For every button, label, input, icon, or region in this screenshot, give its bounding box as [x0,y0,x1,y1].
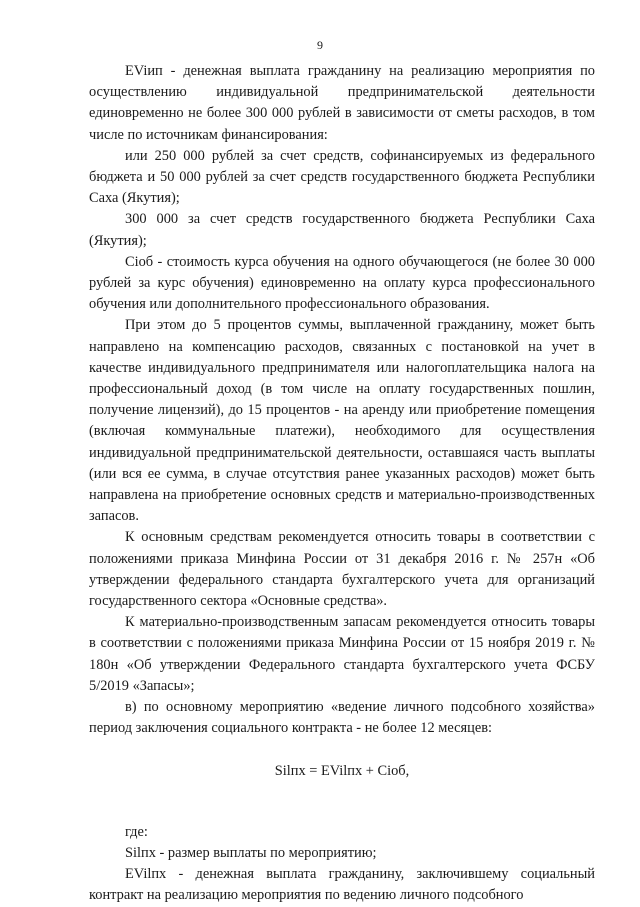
document-body [89,61,595,907]
paragraph-fixed-assets: К основным средствам рекомендуется относить товары в соответствии с положениями приказа Минфина России от 31 декабря 2016 г. № 257н «Об утверждении федерального стандарта бухгалтерского учета для организаций государственного сектора «Основные средства». [89,529,595,610]
paragraph-subsidiary-farming: в) по основному мероприятию «ведение личного подсобного хозяйства» период заключения социального контракта - не более 12 месяцев: [89,699,595,737]
paragraph-expense-allocation: При этом до 5 процентов суммы, выплаченной гражданину, может быть направлено на компенсацию расходов, связанных с постановкой на учет в качестве индивидуального предпринимателя или налогоплательщика налога на профессиональный доход (в том числе на оплату государственных пошлин, получение лицензий), до 15 процентов - на аренду или приобретение помещения (включая коммунальные платежи), необходимого для осуществления индивидуальной предпринимательской деятельности, оставшаяся часть выплаты (или вся ее сумма, в случае отсутствия ранее указанных расходов) может быть направлена на приобретение основных средств и материально-производственных запасов. [89,317,595,525]
paragraph-funding-option-1: или 250 000 рублей за счет средств, софинансируемых из федерального бюджета и 50 000 рублей за счет средств государственного бюджета Республики Саха (Якутия); [89,147,595,207]
paragraph-silpkh-definition: Silпх - размер выплаты по мероприятию; [125,844,377,861]
paragraph-where: где: [125,823,148,840]
paragraph-inventories: К материально-производственным запасам рекомендуется относить товары в соответствии с положениями приказа Минфина России от 15 ноября 2019 г. № 180н «Об утверждении Федерального стандарта бухгалтерского учета ФСБУ 5/2019 «Запасы»; [89,614,595,694]
paragraph-funding-option-2: 300 000 за счет средств государственного бюджета Республики Саха (Якутия); [89,211,595,249]
page-number: 9 [317,38,323,52]
paragraph-ciob-definition: Сioб - стоимость курса обучения на одного обучающегося (не более 30 000 рублей за курс обучения) единовременно на оплату курса профессионального обучения или дополнительного профессионального образования. [89,253,595,313]
formula: Silпх = EVilпх + Ciоб, [274,762,410,779]
paragraph-eviip-definition: EViип - денежная выплата гражданину на реализацию мероприятия по осуществлению индивидуальной предпринимательской деятельности единовременно не более 300 000 рублей в зависимости от сметы расходов, в том числе по источникам финансирования: [89,63,595,143]
paragraph-evilpkh-definition: EVilпх - денежная выплата гражданину, заключившему социальный контракт на реализацию мероприятия по ведению личного подсобного [89,866,595,904]
